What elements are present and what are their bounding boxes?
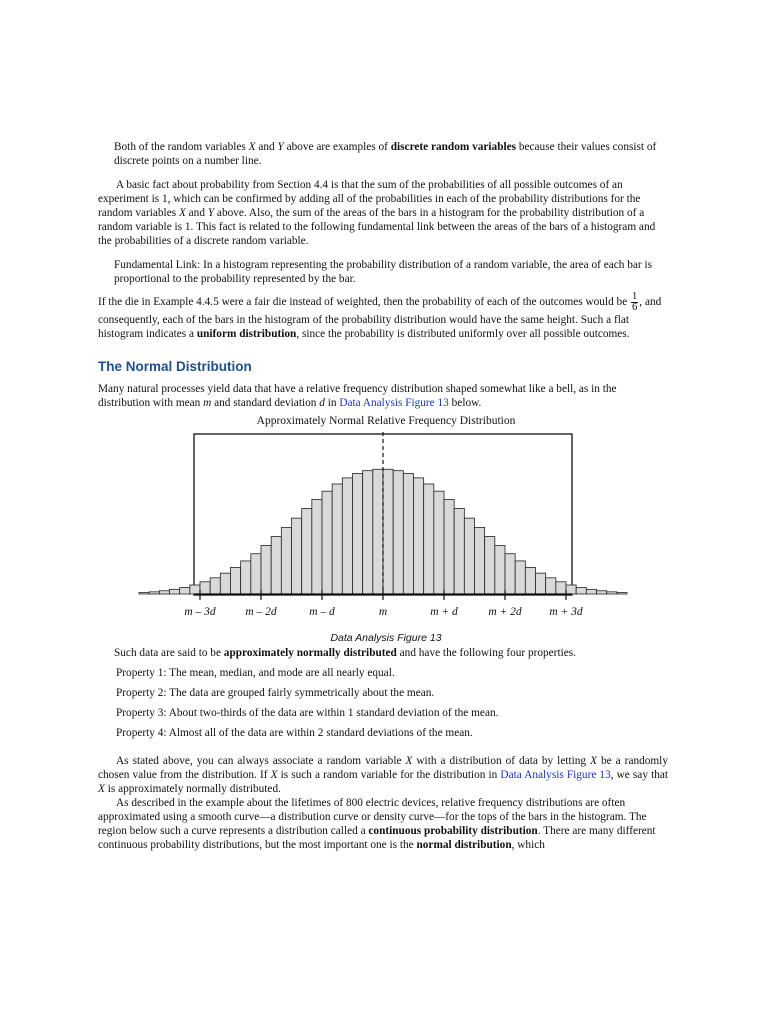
histogram-bar (251, 554, 261, 594)
axis-tick-label: m (378, 606, 388, 618)
paragraph-fair-die: If the die in Example 4.4.5 were a fair die instead of weighted, then the probability of each of the outcomes would be $\frac{1}{6}$ , and consequently, each of the bars in the histogram of the probability distribution would have the same height. Such a flat histogram indicates a uniform distribution, since the probability is distributed uniformly over all possible outcomes. (98, 291, 662, 340)
histogram-bar (312, 499, 322, 594)
histogram-bar (261, 545, 271, 594)
histogram-bar (464, 518, 474, 594)
histogram-bar (403, 474, 413, 594)
axis-tick-label: m + 2d (488, 606, 522, 618)
histogram-bar (414, 478, 424, 594)
histogram-bar (170, 589, 180, 594)
histogram-bar (495, 545, 505, 594)
axis-tick-label: m + 3d (549, 606, 583, 618)
histogram-bar (241, 561, 251, 594)
paragraph-sum-of-probabilities: A basic fact about probability from Section 4.4 is that the sum of the probabilities of all possible outcomes of an experiment is 1, which can be confirmed by adding all of the probabilities in each of the probability distributions for the random variables X and Y above. Also, the sum of the areas of the bars in a histogram for the probability distribution of a random variable is 1. This fact is related to the following fundamental link between the areas of the bars of a histogram and the probabilities of a discrete random variable. (98, 179, 656, 247)
histogram-bar (363, 471, 373, 594)
histogram-bar (322, 491, 332, 594)
histogram-bar (454, 508, 464, 594)
chart-title: Approximately Normal Relative Frequency Distribution (256, 415, 516, 427)
property-item: Property 2: The data are grouped fairly symmetrically about the mean. (116, 687, 435, 699)
histogram-bar (353, 474, 363, 594)
histogram-bar (566, 585, 576, 594)
histogram-bar (515, 561, 525, 594)
figure-link[interactable]: Data Analysis Figure 13 (339, 397, 449, 409)
histogram-bar (424, 484, 434, 594)
histogram-bar (597, 591, 607, 594)
histogram-bar (536, 573, 546, 594)
property-item: Property 1: The mean, median, and mode are all nearly equal. (116, 667, 395, 679)
histogram-bar (373, 469, 383, 594)
histogram-bar (393, 471, 403, 594)
histogram-bar (576, 588, 586, 594)
histogram-bar (444, 499, 454, 594)
axis-tick-label: m + d (430, 606, 458, 618)
section-heading: The Normal Distribution (98, 359, 252, 374)
histogram-bar (546, 578, 556, 594)
paragraph-discrete-variables: Both of the random variables X and Y above are examples of discrete random variables because their values consist of discrete points on a number line. (114, 141, 657, 167)
histogram-bar (271, 536, 281, 594)
histogram-bar (342, 478, 352, 594)
axis-tick-label: m – 3d (184, 606, 216, 618)
histogram-bar (200, 582, 210, 594)
fraction-one-sixth: $\frac{1}{6}$ (632, 291, 638, 313)
histogram-bar (586, 589, 596, 594)
property-item: Property 3: About two-thirds of the data are within 1 standard deviation of the mean. (116, 707, 499, 719)
histogram-bar (180, 588, 190, 594)
figure-caption: Data Analysis Figure 13 (330, 632, 442, 644)
paragraph-continuous-distribution: As described in the example about the lifetimes of 800 electric devices, relative frequency distributions are often approximated using a smooth curve—a distribution curve or density curve—for the tops of the bars in the histogram. The region below such a curve represents a distribution called a continuous probability distribution. There are many different continuous probability distributions, but the most important one is the normal distribution, which (98, 797, 656, 851)
histogram-bar (149, 592, 159, 594)
figure-link[interactable]: Data Analysis Figure 13 (500, 769, 611, 781)
histogram-bar (292, 518, 302, 594)
histogram-bar (475, 527, 485, 594)
histogram-bar (525, 567, 535, 594)
histogram-bar (485, 536, 495, 594)
axis-tick-label: m – d (309, 606, 335, 618)
histogram-bar (556, 582, 566, 594)
histogram-bar (139, 593, 149, 594)
paragraph-fundamental-link: Fundamental Link: In a histogram representing the probability distribution of a random variable, the area of each bar is proportional to the probability represented by the bar. (114, 259, 653, 285)
histogram-bar (281, 527, 291, 594)
histogram-bar (383, 469, 393, 594)
paragraph-random-variable: As stated above, you can always associate a random variable X with a distribution of data by letting X be a randomly chosen value from the distribution. If X is such a random variable for the distribution in Data Analysis Figure 13, we say that X is approximately normally distributed. (98, 755, 669, 795)
document-body (98, 140, 668, 852)
property-item: Property 4: Almost all of the data are within 2 standard deviations of the mean. (116, 727, 473, 739)
histogram-bar (231, 567, 241, 594)
term-discrete-random-variables: discrete random variables (390, 141, 517, 153)
histogram-bar (159, 591, 169, 594)
property-list (98, 666, 668, 740)
histogram-bar (302, 508, 312, 594)
histogram-bar (505, 554, 515, 594)
histogram-bar (607, 592, 617, 594)
term-uniform-distribution: uniform distribution (196, 328, 297, 340)
histogram-bar (617, 593, 627, 594)
axis-tick-label: m – 2d (245, 606, 277, 618)
figure-normal-histogram (98, 414, 668, 646)
histogram-bar (332, 484, 342, 594)
term-normal-distribution: normal distribution (416, 839, 512, 851)
term-continuous-probability-distribution: continuous probability distribution (368, 825, 538, 837)
term-approximately-normally-distributed: approximately normally distributed (223, 647, 397, 659)
paragraph-four-properties: Such data are said to be approximately normally distributed and have the following four properties. (114, 647, 576, 659)
histogram-bar (434, 491, 444, 594)
paragraph-bell-shape: Many natural processes yield data that have a relative frequency distribution shaped somewhat like a bell, as in the distribution with mean m and standard deviation d in Data Analysis Figure 13 below. (98, 383, 617, 409)
histogram-bar (220, 573, 230, 594)
histogram-chart (98, 428, 674, 628)
histogram-bar (190, 585, 200, 594)
histogram-bar (210, 578, 220, 594)
